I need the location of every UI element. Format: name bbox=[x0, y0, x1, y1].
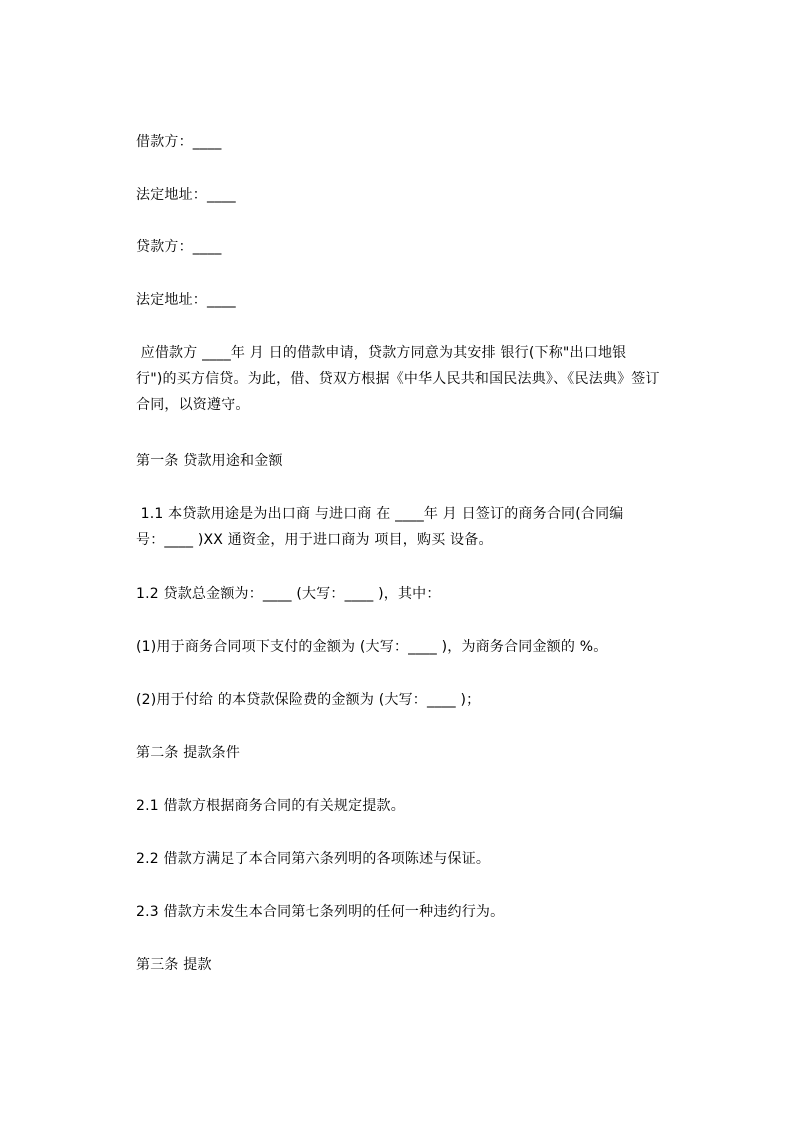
clause-1-2: 1.2 贷款总金额为：____ (大写：____ )，其中： bbox=[136, 586, 441, 602]
clause-2-3: 2.3 借款方未发生本合同第七条列明的任何一种违约行为。 bbox=[136, 904, 505, 920]
lender-line: 贷款方：____ bbox=[136, 239, 222, 255]
clause-1-2-2: (2)用于付给 的本贷款保险费的金额为 (大写：____ )； bbox=[136, 692, 481, 708]
article3-title: 第三条 提款 bbox=[136, 957, 212, 973]
article2-title: 第二条 提款条件 bbox=[136, 745, 241, 761]
borrower-line: 借款方：____ bbox=[136, 134, 222, 150]
borrower-address-line: 法定地址：____ bbox=[136, 187, 236, 203]
clause-1-1-line: 1.1 本贷款用途是为出口商 与进口商 在 ____年 月 日签订的商务合同(合同编 bbox=[136, 506, 624, 522]
preamble-line: 应借款方 ____年 月 日的借款申请，贷款方同意为其安排 银行(下称"出口地银 bbox=[136, 345, 627, 361]
preamble-line: 行")的买方信贷。为此，借、贷双方根据《中华人民共和国民法典》、《民法典》签订 bbox=[136, 371, 660, 387]
preamble-line: 合同，以资遵守。 bbox=[136, 397, 250, 413]
clause-1-2-1: (1)用于商务合同项下支付的金额为 (大写：____ )，为商务合同金额的 %。 bbox=[136, 639, 608, 655]
clause-1-1-paragraph bbox=[136, 501, 676, 553]
clause-1-1-line: 号：____ )XX 通资金，用于进口商为 项目，购买 设备。 bbox=[136, 532, 493, 548]
clause-2-1: 2.1 借款方根据商务合同的有关规定提款。 bbox=[136, 798, 405, 814]
clause-2-2: 2.2 借款方满足了本合同第六条列明的各项陈述与保证。 bbox=[136, 851, 491, 867]
article1-title: 第一条 贷款用途和金额 bbox=[136, 453, 283, 469]
preamble-paragraph bbox=[136, 340, 676, 418]
lender-address-line: 法定地址：____ bbox=[136, 292, 236, 308]
